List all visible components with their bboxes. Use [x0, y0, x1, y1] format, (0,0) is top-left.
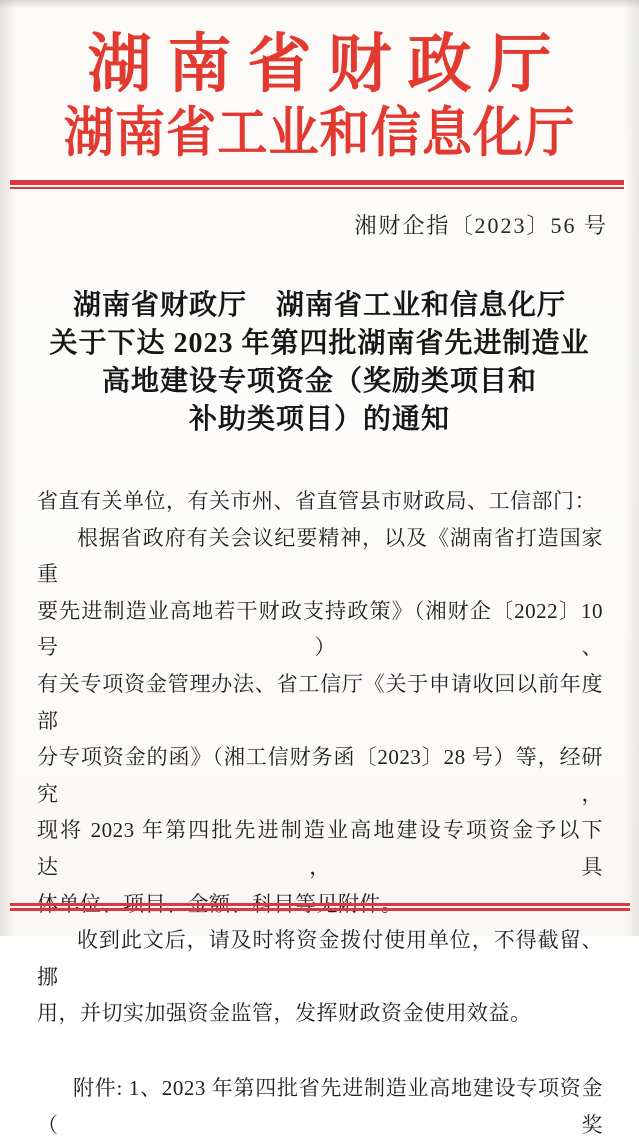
- body-line: 要先进制造业高地若干财政支持政策》（湘财企〔2022〕10 号）、: [37, 598, 603, 660]
- red-separator-line-top: [10, 180, 624, 189]
- agency-name-industry-it-dept: 湖南省工业和信息化厅: [63, 103, 576, 163]
- body-line: 根据省政府有关会议纪要精神，以及《湖南省打造国家重: [37, 525, 603, 587]
- red-separator-line-bottom: [10, 903, 630, 911]
- title-line-4: 补助类项目）的通知: [188, 404, 450, 435]
- body-line: 现将 2023 年第四批先进制造业高地建设专项资金予以下达，具: [37, 818, 603, 879]
- attachment-line: 附件: 1、2023 年第四批省先进制造业高地建设专项资金（奖: [37, 1075, 603, 1137]
- title-line-3: 高地建设专项资金（奖励类项目和: [101, 366, 537, 397]
- agency-name-finance-dept: 湖南省财政厅: [87, 29, 568, 100]
- body-line: 体单位、项目、金额、科目等见附件。: [37, 891, 403, 916]
- title-line-1: 湖南省财政厅 湖南省工业和信息化厅: [72, 290, 566, 321]
- body-line: 有关专项资金管理办法、省工信厅《关于申请收回以前年度部: [37, 671, 603, 733]
- body-line: 分专项资金的函》（湘工信财务函〔2023〕28 号）等，经研究，: [37, 745, 603, 806]
- salutation-line: 省直有关单位，有关市州、省直管县市财政局、工信部门：: [37, 489, 596, 513]
- letterhead: [0, 0, 639, 164]
- document-number: 湘财企指〔2023〕56 号: [354, 213, 608, 238]
- body-line: 收到此文后，请及时将资金拨付使用单位，不得截留、挪: [37, 928, 603, 989]
- document-body: [37, 483, 603, 1143]
- body-line: 用，并切实加强资金监管，发挥财政资金使用效益。: [37, 1001, 532, 1026]
- document-title: [20, 287, 619, 439]
- title-line-2: 关于下达 2023 年第四批湖南省先进制造业: [49, 328, 590, 359]
